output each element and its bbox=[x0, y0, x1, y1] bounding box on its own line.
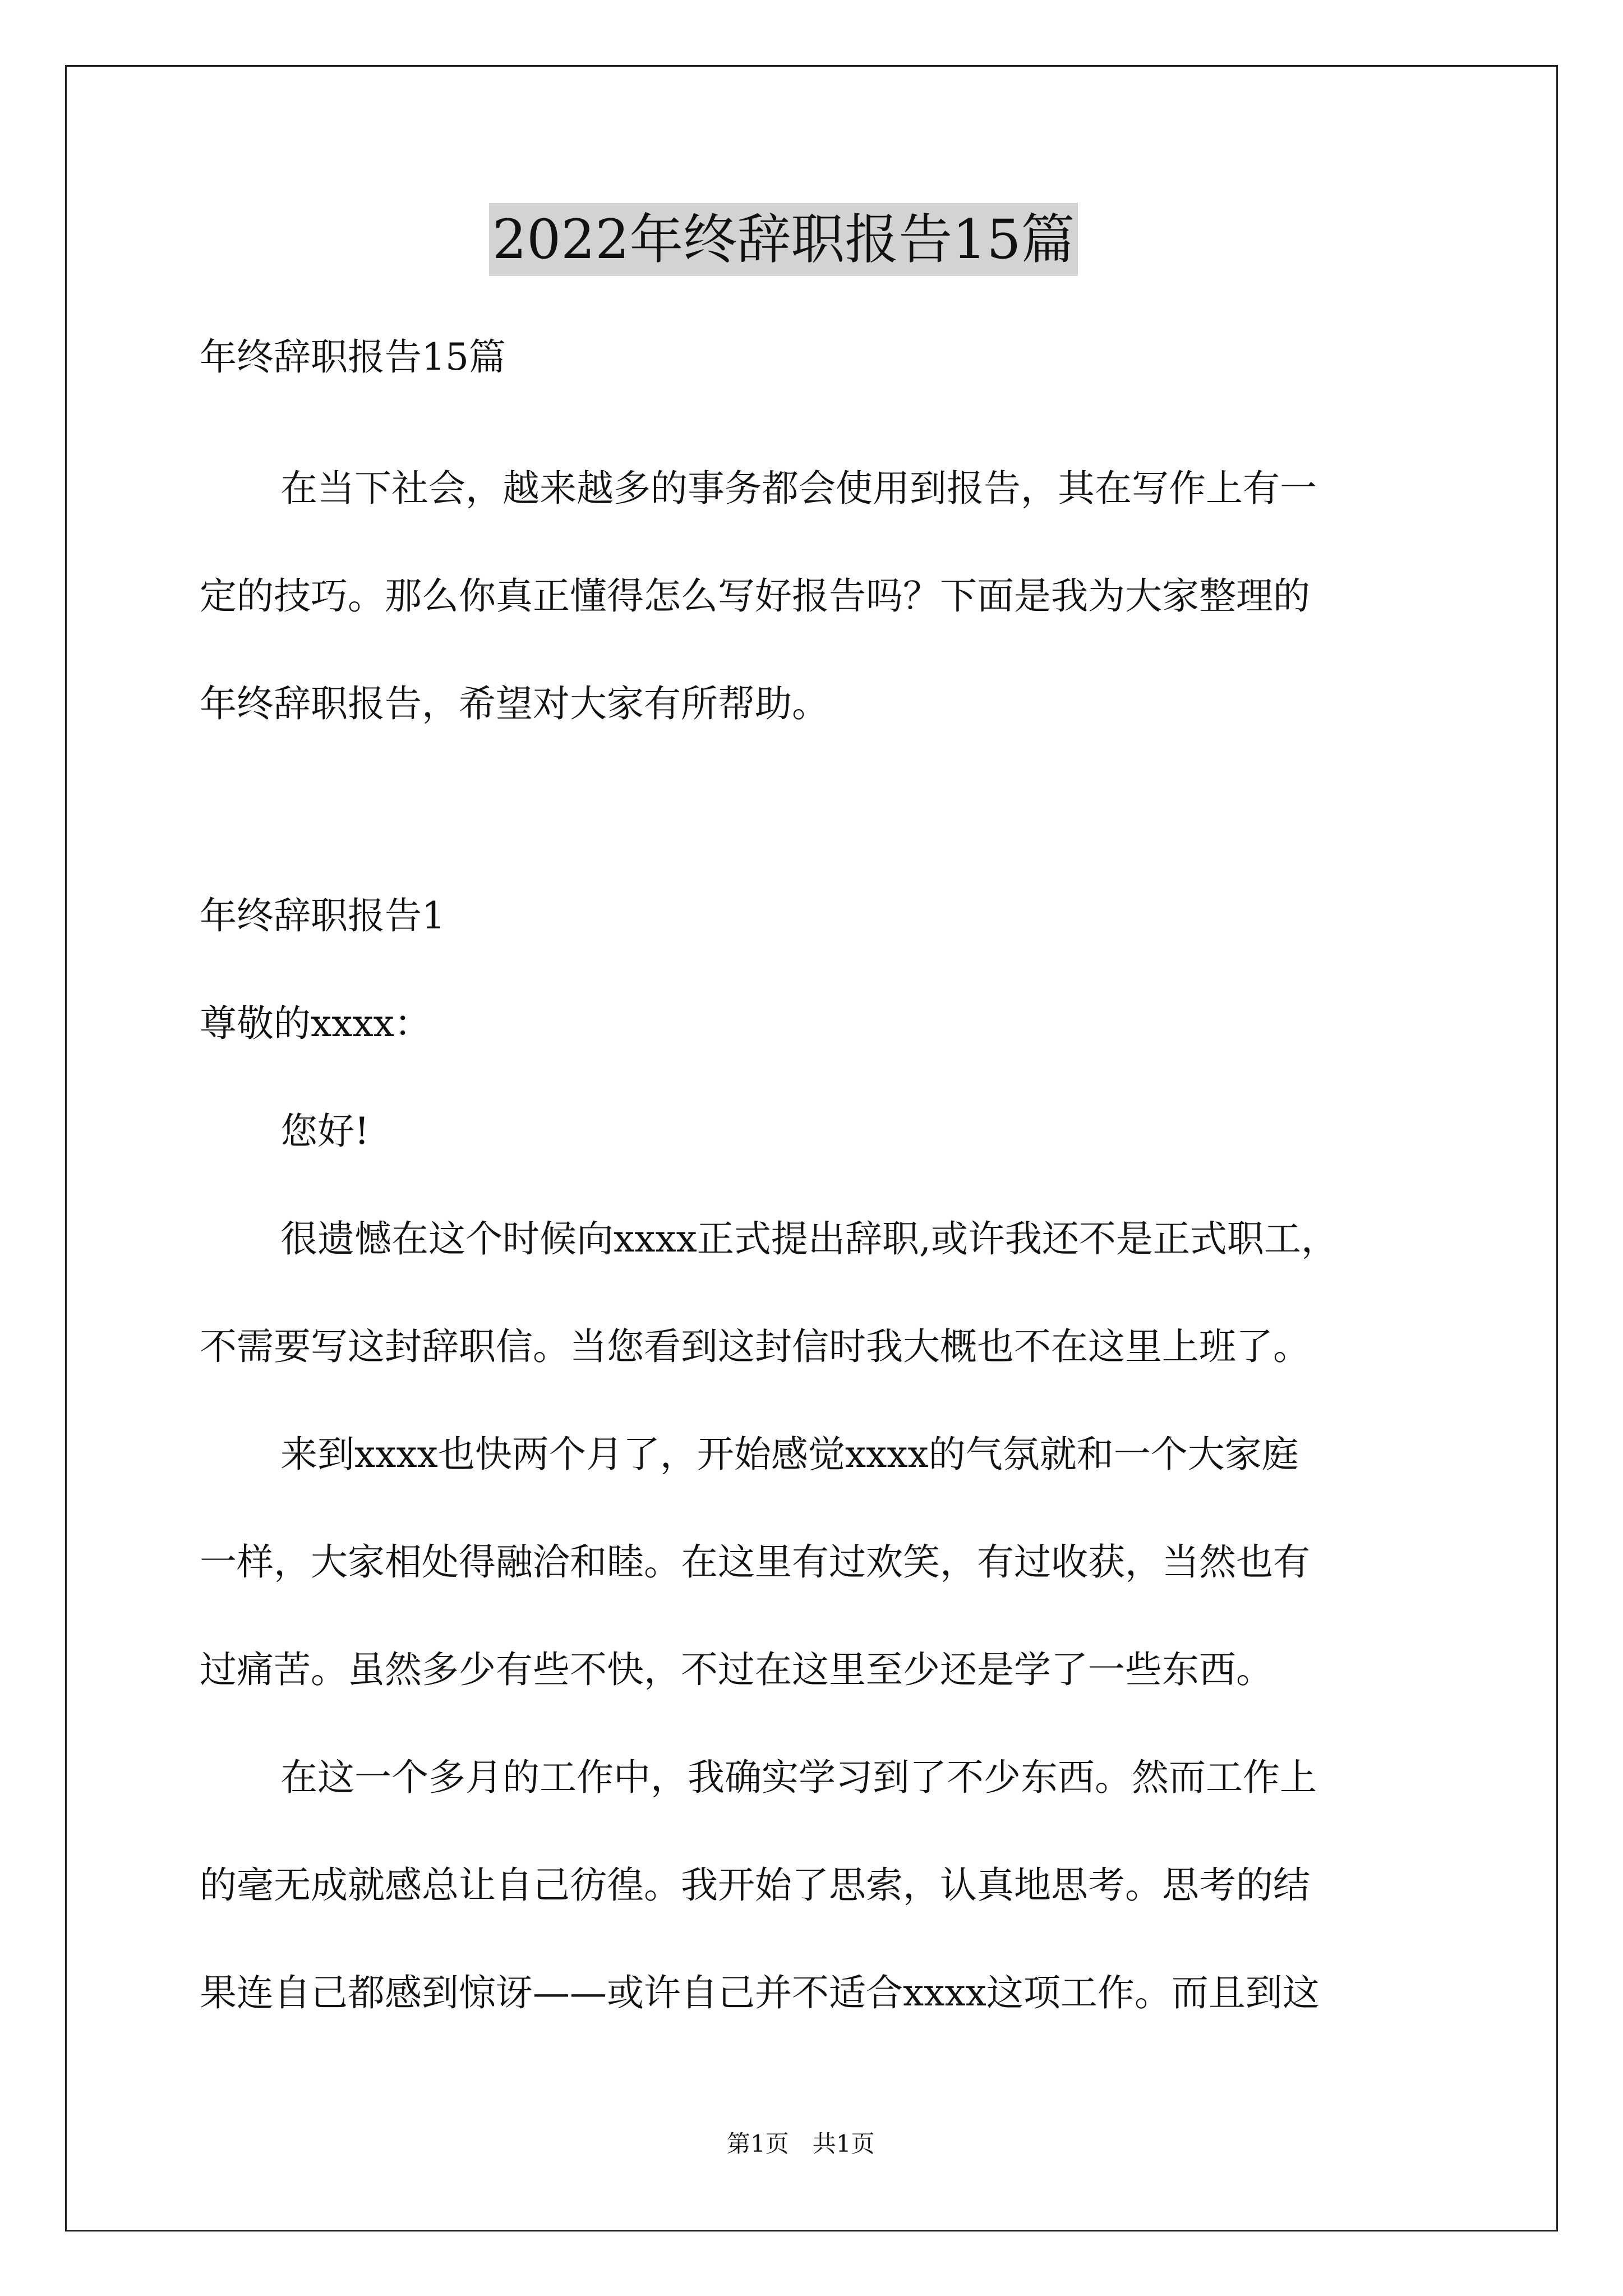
intro-line-1: 在当下社会，越来越多的事务都会使用到报告，其在写作上有一 bbox=[280, 467, 1317, 510]
body-line-6: 在这一个多月的工作中，我确实学习到了不少东西。然而工作上 bbox=[280, 1756, 1317, 1799]
body-line-1: 很遗憾在这个时候向xxxx正式提出辞职,或许我还不是正式职工， bbox=[280, 1217, 1338, 1260]
body-line-4: 一样，大家相处得融洽和睦。在这里有过欢笑，有过收获，当然也有 bbox=[200, 1540, 1310, 1584]
intro-line-3: 年终辞职报告，希望对大家有所帮助。 bbox=[200, 682, 829, 725]
greeting-line: 您好! bbox=[280, 1110, 370, 1153]
body-line-3: 来到xxxx也快两个月了，开始感觉xxxx的气氛就和一个大家庭 bbox=[280, 1433, 1299, 1476]
body-line-8: 果连自己都感到惊讶——或许自己并不适合xxxx这项工作。而且到这 bbox=[200, 1971, 1320, 2014]
body-line-2: 不需要写这封辞职信。当您看到这封信时我大概也不在这里上班了。 bbox=[200, 1325, 1310, 1368]
document-title: 2022年终辞职报告15篇 bbox=[489, 203, 1078, 276]
page-number-footer: 第1页 共1页 bbox=[727, 2130, 875, 2157]
body-line-7: 的毫无成就感总让自己彷徨。我开始了思索，认真地思考。思考的结 bbox=[200, 1864, 1310, 1907]
subtitle-line: 年终辞职报告15篇 bbox=[200, 335, 506, 379]
salutation-line: 尊敬的xxxx： bbox=[200, 1002, 431, 1045]
intro-line-2: 定的技巧。那么你真正懂得怎么写好报告吗？下面是我为大家整理的 bbox=[200, 574, 1310, 618]
section-heading: 年终辞职报告1 bbox=[200, 894, 445, 937]
body-line-5: 过痛苦。虽然多少有些不快，不过在这里至少还是学了一些东西。 bbox=[200, 1648, 1273, 1691]
